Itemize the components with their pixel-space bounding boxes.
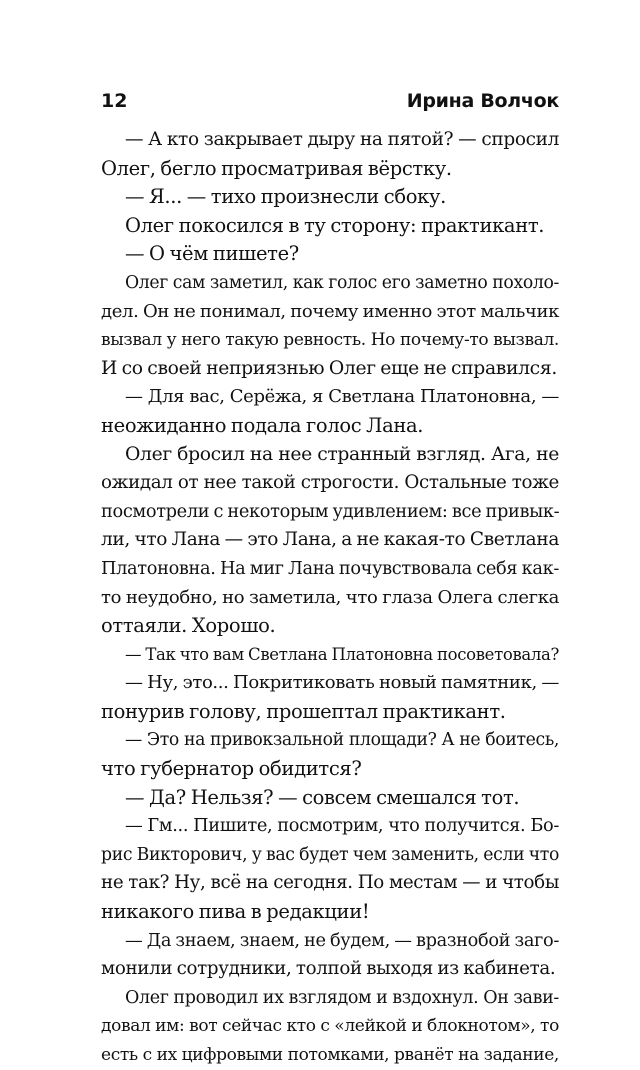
text-line: что губернатор обидится?	[101, 757, 362, 781]
text-line: И со своей неприязнью Олег еще не справился.	[101, 357, 557, 379]
text-line: Олег покосился в ту сторону: практикант.	[125, 213, 545, 237]
text-line: ожидал от нее такой строгости. Остальные тоже	[101, 472, 559, 494]
page-number: 12	[101, 90, 128, 112]
text-line: есть с их цифровыми потомками, рванёт на задание,	[101, 1045, 559, 1065]
text-line: рис Викторович, у вас будет чем заменить, если что	[101, 844, 559, 865]
text-line: то неудобно, но заметила, что глаза Олега слегка	[101, 586, 559, 608]
text-line: — Гм... Пишите, посмотрим, что получится. Бо-	[125, 816, 559, 837]
text-line: Олег бросил на нее странный взгляд. Ага, не	[125, 443, 559, 465]
running-head-author: Ирина Волчок	[406, 90, 559, 112]
text-line: — А кто закрывает дыру на пятой? — спросил	[125, 129, 559, 150]
text-line: — Ну, это... Покритиковать новый памятник, —	[125, 672, 559, 694]
text-line: никакого пива в редакции!	[101, 900, 370, 924]
text-line: — Так что вам Светлана Платоновна посоветовала?	[125, 644, 559, 664]
text-line: Олег проводил их взглядом и вздохнул. Он зави-	[125, 987, 559, 1008]
text-line: — Да? Нельзя? — совсем смешался тот.	[125, 785, 520, 809]
page-header	[101, 86, 559, 116]
text-line: Олег, бегло просматривая вёрстку.	[101, 156, 452, 180]
text-line: понурив голову, прошептал практикант.	[101, 699, 506, 723]
text-line: — Я... — тихо произнесли сбоку.	[125, 185, 446, 209]
text-line: оттаяли. Хорошо.	[101, 614, 276, 638]
text-line: дел. Он не понимал, почему именно этот мальчик	[101, 300, 559, 322]
body-text	[101, 126, 559, 1070]
text-line: — Для вас, Серёжа, я Светлана Платоновна, —	[125, 386, 559, 408]
text-line: неожиданно подала голос Лана.	[101, 413, 424, 437]
text-line: — О чём пишете?	[125, 242, 299, 266]
text-line: не так? Ну, всё на сегодня. По местам — и чтобы	[101, 872, 559, 894]
text-line: довал им: вот сейчас кто с «лейкой и блокнотом», то	[101, 1016, 559, 1037]
text-line: Олег сам заметил, как голос его заметно похоло-	[125, 272, 559, 293]
text-line: вызвал у него такую ревность. Но почему-то вызвал.	[101, 330, 559, 351]
text-line: монили сотрудники, толпой выходя из кабинета.	[101, 958, 556, 980]
text-line: ли, что Лана — это Лана, а не какая-то Светлана	[101, 529, 559, 551]
text-line: — Да знаем, знаем, не будем, — вразнобой заго-	[125, 930, 559, 951]
text-line: Платоновна. На миг Лана почувствовала себя как-	[101, 558, 559, 579]
text-line: — Это на привокзальной площади? А не боитесь,	[125, 730, 559, 751]
text-line: посмотрели с некоторым удивлением: все привык-	[101, 501, 560, 522]
